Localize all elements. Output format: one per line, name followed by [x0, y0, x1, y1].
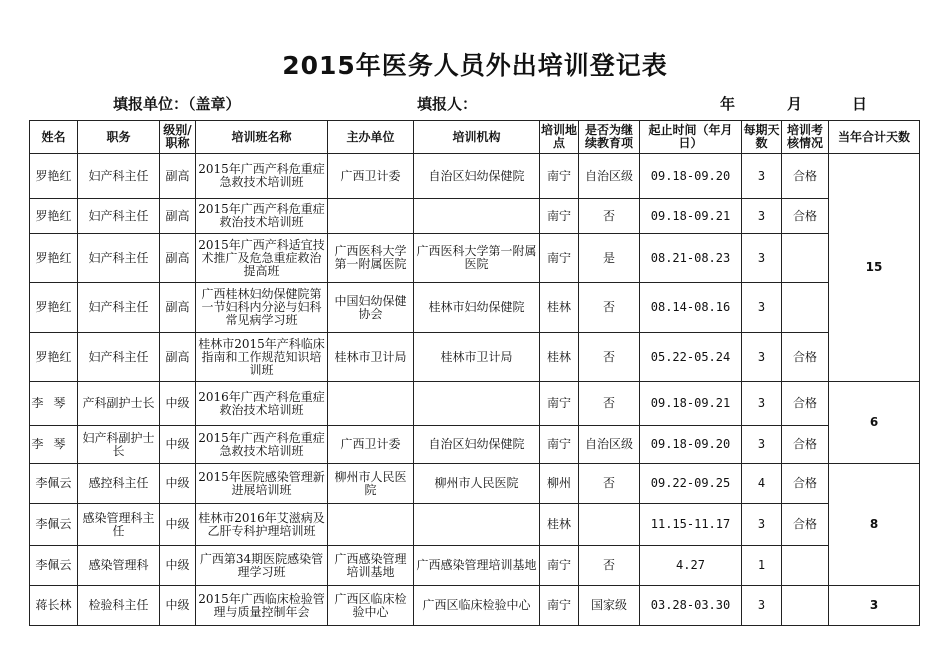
cell-period: 09.18-09.21 [640, 382, 742, 426]
cell-organizer [328, 199, 414, 234]
month-label: 月 [787, 95, 803, 113]
cell-organizer [328, 504, 414, 546]
cell-name: 罗艳红 [30, 234, 78, 283]
table-row [30, 464, 920, 504]
col-header-position: 职务 [78, 121, 160, 154]
cell-location: 南宁 [540, 234, 579, 283]
cell-position: 妇产科主任 [78, 199, 160, 234]
cell-assessment [782, 586, 829, 626]
cell-course: 桂林市2016年艾滋病及乙肝专科护理培训班 [196, 504, 328, 546]
cell-position: 妇产科副护士长 [78, 426, 160, 464]
cell-ce: 是 [579, 234, 640, 283]
cell-period: 09.18-09.20 [640, 154, 742, 199]
cell-institution: 广西感染管理培训基地 [414, 546, 540, 586]
cell-name: 李琴 [30, 426, 78, 464]
cell-course: 2015年广西产科危重症急救技术培训班 [196, 426, 328, 464]
cell-organizer: 中国妇幼保健协会 [328, 283, 414, 333]
cell-level: 中级 [160, 426, 196, 464]
col-header-total-days: 当年合计天数 [829, 121, 920, 154]
cell-assessment: 合格 [782, 199, 829, 234]
cell-name: 李琴 [30, 382, 78, 426]
cell-location: 桂林 [540, 333, 579, 382]
cell-position: 妇产科主任 [78, 234, 160, 283]
cell-assessment [782, 546, 829, 586]
col-header-course: 培训班名称 [196, 121, 328, 154]
col-header-days: 每期天数 [742, 121, 782, 154]
cell-organizer: 柳州市人民医院 [328, 464, 414, 504]
cell-course: 2015年广西产科危重症救治技术培训班 [196, 199, 328, 234]
cell-level: 中级 [160, 546, 196, 586]
cell-ce [579, 504, 640, 546]
cell-period: 11.15-11.17 [640, 504, 742, 546]
cell-position: 检验科主任 [78, 586, 160, 626]
cell-level: 中级 [160, 464, 196, 504]
table-row [30, 283, 920, 333]
cell-total-days: 6 [829, 382, 920, 464]
col-header-ce: 是否为继续教育项 [579, 121, 640, 154]
cell-location: 南宁 [540, 586, 579, 626]
cell-days: 4 [742, 464, 782, 504]
table-row [30, 333, 920, 382]
cell-days: 1 [742, 546, 782, 586]
cell-course: 2015年医院感染管理新进展培训班 [196, 464, 328, 504]
cell-period: 05.22-05.24 [640, 333, 742, 382]
cell-days: 3 [742, 426, 782, 464]
cell-course: 广西桂林妇幼保健院第一节妇科内分泌与妇科常见病学习班 [196, 283, 328, 333]
cell-ce: 否 [579, 333, 640, 382]
cell-level: 副高 [160, 199, 196, 234]
cell-organizer: 广西区临床检验中心 [328, 586, 414, 626]
cell-total-days: 8 [829, 464, 920, 586]
col-header-level: 级别/职称 [160, 121, 196, 154]
cell-period: 09.18-09.20 [640, 426, 742, 464]
cell-institution: 桂林市妇幼保健院 [414, 283, 540, 333]
cell-position: 妇产科主任 [78, 154, 160, 199]
cell-days: 3 [742, 199, 782, 234]
cell-assessment: 合格 [782, 464, 829, 504]
cell-ce: 否 [579, 546, 640, 586]
cell-organizer: 广西卫计委 [328, 154, 414, 199]
cell-position: 感控科主任 [78, 464, 160, 504]
table-row [30, 504, 920, 546]
cell-organizer: 桂林市卫计局 [328, 333, 414, 382]
cell-period: 09.22-09.25 [640, 464, 742, 504]
cell-name: 罗艳红 [30, 154, 78, 199]
cell-location: 南宁 [540, 199, 579, 234]
cell-location: 桂林 [540, 283, 579, 333]
cell-assessment: 合格 [782, 504, 829, 546]
cell-organizer: 广西感染管理培训基地 [328, 546, 414, 586]
table-row [30, 154, 920, 199]
cell-location: 南宁 [540, 426, 579, 464]
table-row [30, 586, 920, 626]
cell-level: 副高 [160, 333, 196, 382]
cell-period: 4.27 [640, 546, 742, 586]
col-header-institution: 培训机构 [414, 121, 540, 154]
cell-ce: 否 [579, 283, 640, 333]
cell-ce: 自治区级 [579, 154, 640, 199]
cell-days: 3 [742, 504, 782, 546]
cell-position: 产科副护士长 [78, 382, 160, 426]
cell-organizer: 广西卫计委 [328, 426, 414, 464]
cell-days: 3 [742, 382, 782, 426]
table-row [30, 382, 920, 426]
cell-level: 副高 [160, 154, 196, 199]
cell-period: 08.14-08.16 [640, 283, 742, 333]
cell-name: 李佩云 [30, 546, 78, 586]
cell-ce: 否 [579, 382, 640, 426]
cell-institution [414, 199, 540, 234]
cell-assessment [782, 283, 829, 333]
cell-course: 2015年广西产科适宜技术推广及危急重症救治提高班 [196, 234, 328, 283]
training-registration-table [29, 120, 920, 626]
col-header-assessment: 培训考核情况 [782, 121, 829, 154]
cell-course: 广西第34期医院感染管理学习班 [196, 546, 328, 586]
cell-institution: 自治区妇幼保健院 [414, 154, 540, 199]
cell-institution: 广西区临床检验中心 [414, 586, 540, 626]
cell-assessment: 合格 [782, 426, 829, 464]
cell-days: 3 [742, 283, 782, 333]
reporter-label: 填报人： [417, 95, 478, 113]
page-title: 2015年医务人员外出培训登记表 [282, 51, 668, 80]
cell-organizer: 广西医科大学第一附属医院 [328, 234, 414, 283]
cell-position: 妇产科主任 [78, 333, 160, 382]
cell-course: 2015年广西产科危重症急救技术培训班 [196, 154, 328, 199]
cell-days: 3 [742, 586, 782, 626]
col-header-location: 培训地点 [540, 121, 579, 154]
cell-days: 3 [742, 234, 782, 283]
cell-period: 09.18-09.21 [640, 199, 742, 234]
cell-location: 柳州 [540, 464, 579, 504]
cell-level: 中级 [160, 504, 196, 546]
cell-total-days: 3 [829, 586, 920, 626]
cell-period: 03.28-03.30 [640, 586, 742, 626]
day-label: 日 [852, 95, 868, 113]
table-row [30, 234, 920, 283]
cell-level: 中级 [160, 586, 196, 626]
cell-course: 2016年广西产科危重症救治技术培训班 [196, 382, 328, 426]
cell-name: 蒋长林 [30, 586, 78, 626]
cell-position: 感染管理科主任 [78, 504, 160, 546]
cell-name: 罗艳红 [30, 199, 78, 234]
cell-course: 2015年广西临床检验管理与质量控制年会 [196, 586, 328, 626]
cell-institution [414, 382, 540, 426]
cell-course: 桂林市2015年产科临床指南和工作规范知识培训班 [196, 333, 328, 382]
col-header-organizer: 主办单位 [328, 121, 414, 154]
cell-location: 南宁 [540, 154, 579, 199]
cell-assessment: 合格 [782, 382, 829, 426]
cell-institution [414, 504, 540, 546]
cell-name: 李佩云 [30, 464, 78, 504]
cell-location: 南宁 [540, 546, 579, 586]
cell-ce: 自治区级 [579, 426, 640, 464]
cell-period: 08.21-08.23 [640, 234, 742, 283]
cell-days: 3 [742, 333, 782, 382]
cell-ce: 否 [579, 199, 640, 234]
cell-institution: 自治区妇幼保健院 [414, 426, 540, 464]
cell-name: 李佩云 [30, 504, 78, 546]
year-label: 年 [720, 95, 736, 113]
cell-assessment [782, 234, 829, 283]
cell-assessment: 合格 [782, 154, 829, 199]
cell-ce: 国家级 [579, 586, 640, 626]
table-row [30, 199, 920, 234]
cell-level: 中级 [160, 382, 196, 426]
cell-organizer [328, 382, 414, 426]
col-header-period: 起止时间（年月日） [640, 121, 742, 154]
cell-ce: 否 [579, 464, 640, 504]
cell-name: 罗艳红 [30, 333, 78, 382]
cell-total-days: 15 [829, 154, 920, 382]
table-header-row [30, 121, 920, 154]
cell-level: 副高 [160, 283, 196, 333]
table-row [30, 426, 920, 464]
table-row [30, 546, 920, 586]
reporting-unit-label: 填报单位：（盖章） [113, 95, 241, 113]
cell-days: 3 [742, 154, 782, 199]
cell-location: 桂林 [540, 504, 579, 546]
cell-level: 副高 [160, 234, 196, 283]
cell-position: 感染管理科 [78, 546, 160, 586]
cell-institution: 桂林市卫计局 [414, 333, 540, 382]
cell-location: 南宁 [540, 382, 579, 426]
cell-institution: 柳州市人民医院 [414, 464, 540, 504]
cell-position: 妇产科主任 [78, 283, 160, 333]
cell-assessment: 合格 [782, 333, 829, 382]
cell-institution: 广西医科大学第一附属医院 [414, 234, 540, 283]
col-header-name: 姓名 [30, 121, 78, 154]
cell-name: 罗艳红 [30, 283, 78, 333]
